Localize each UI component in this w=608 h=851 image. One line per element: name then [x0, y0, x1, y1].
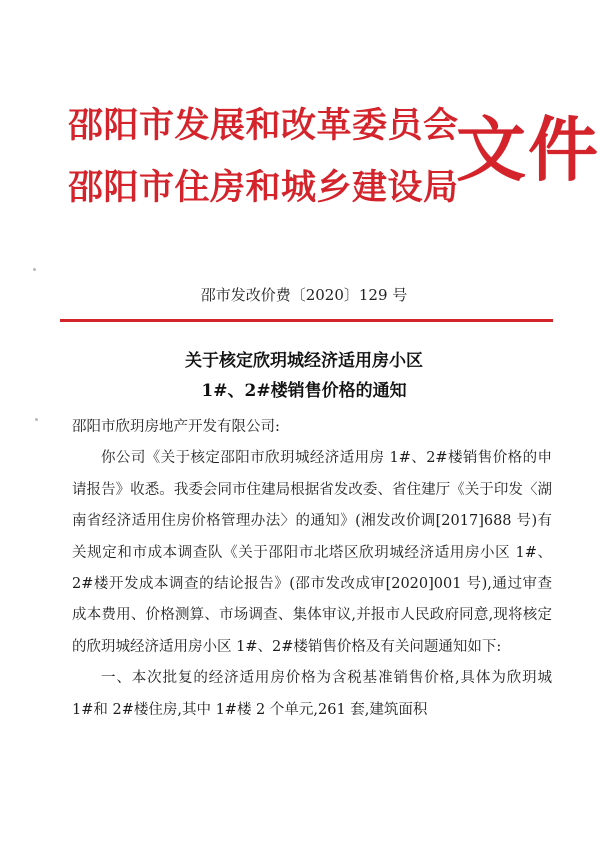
- issuing-organizations: [68, 95, 459, 219]
- title-line-1: 关于核定欣玥城经济适用房小区: [185, 351, 423, 371]
- title-line-2: 1#、2#楼销售价格的通知: [201, 381, 407, 401]
- org-name-line-1: 邵阳市发展和改革委员会: [68, 106, 459, 146]
- document-type-label: 文件: [456, 109, 600, 191]
- body-paragraph-1: 你公司《关于核定邵阳市欣玥城经济适用房 1#、2#楼销售价格的申请报告》收悉。我委会同市住建局根据省发改委、省住建厅《关于印发〈湖南省经济适用住房价格管理办法〉的通知》(湘发改价调[2017]688 号)有关规定和市成本调查队《关于邵阳市北塔区欣玥城经济适用房小区 1#、2#楼开发成本调查的结论报告》(邵市发改成审[2020]001 号),通过审查成本费用、价格测算、市场调查、集体审议,并报市人民政府同意,现将核定的欣玥城经济适用房小区 1#、2#楼销售价格及有关问题通知如下:: [72, 450, 552, 655]
- document-title: [0, 346, 608, 406]
- scan-speck: [35, 418, 38, 421]
- org-name-line-2: 邵阳市住房和城乡建设局: [68, 168, 459, 208]
- document-body: [72, 412, 552, 726]
- scan-speck: [33, 268, 36, 271]
- addressee: 邵阳市欣玥房地产开发有限公司:: [72, 419, 280, 435]
- document-number: 邵市发改价费〔2020〕129 号: [200, 286, 408, 304]
- body-paragraph-2: 一、本次批复的经济适用房价格为含税基准销售价格,具体为欣玥城 1#和 2#楼住房,其中 1#楼 2 个单元,261 套,建筑面积: [72, 670, 552, 718]
- red-separator-line: [60, 319, 553, 322]
